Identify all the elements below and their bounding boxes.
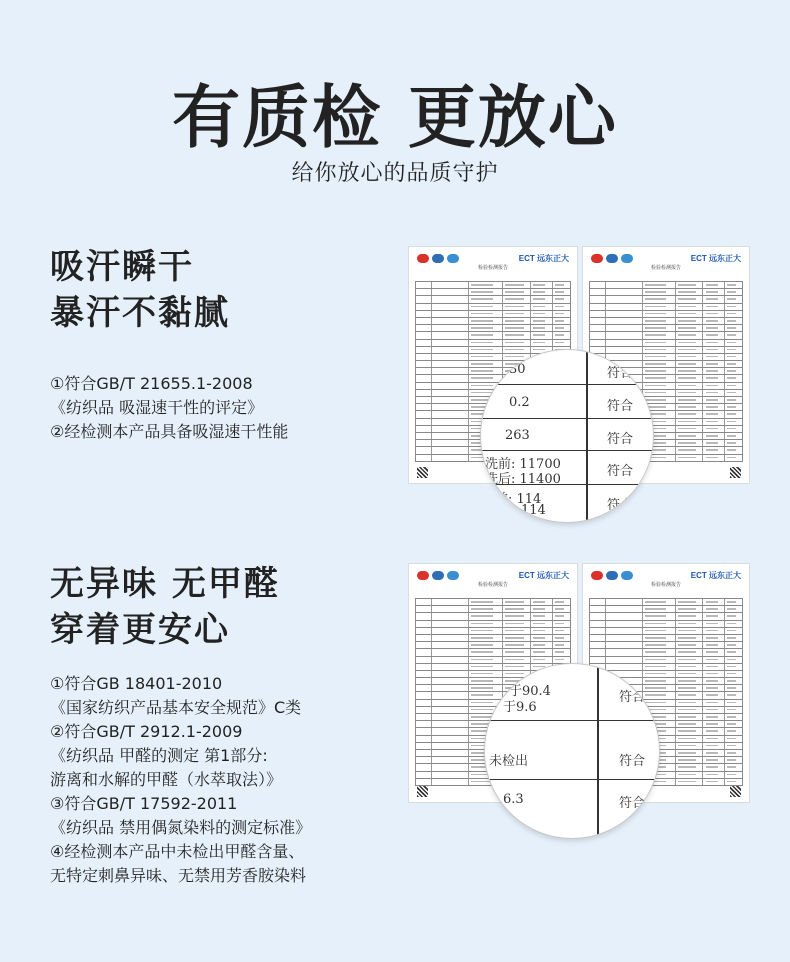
section2-point: 游离和水解的甲醛（水萃取法）》	[50, 770, 283, 789]
mag-result: 符合	[619, 796, 646, 811]
report-brand: ECT 远东正大	[518, 254, 569, 263]
cert-logo-icon	[591, 571, 603, 580]
report-table-row	[589, 281, 743, 289]
report-table-row	[415, 332, 571, 339]
report-table-row	[589, 598, 743, 606]
report-table-row	[415, 325, 571, 332]
report-title: 检验检测报告	[477, 265, 508, 271]
mag-value: 6.3	[503, 792, 524, 807]
mag-result: 符合	[607, 399, 634, 414]
section2-points	[50, 672, 311, 888]
section1-point: ①符合GB/T 21655.1-2008	[50, 374, 253, 393]
certification-logos	[591, 254, 633, 263]
mag-result: 符合	[607, 464, 634, 479]
qr-code-icon	[417, 467, 428, 478]
report-title: 检验检测报告	[477, 582, 508, 588]
report-table-row	[589, 318, 743, 325]
section2-headline-line2: 穿着更安心	[50, 610, 230, 650]
report-table-row	[589, 340, 743, 347]
report-table-row	[589, 657, 743, 664]
cert-logo-icon	[606, 254, 618, 263]
mag-result: 符合	[607, 498, 634, 513]
section2-point: ④经检测本产品中未检出甲醛含量、	[50, 842, 305, 861]
mag-result: 符合	[607, 432, 634, 447]
report-header	[409, 564, 577, 592]
section2-headline-line1: 无异味 无甲醛	[50, 564, 280, 604]
report-table-row	[415, 296, 571, 303]
section1-point: ②经检测本产品具备吸湿速干性能	[50, 422, 289, 441]
mag-row-line	[485, 779, 659, 780]
section1-headline-line2: 暴汗不黏腻	[50, 293, 230, 333]
section2-point: 《国家纺织产品基本安全规范》C类	[50, 698, 302, 717]
mag-value: 洗前: 11700	[485, 457, 561, 472]
report-table-row	[415, 657, 571, 664]
cert-logo-icon	[606, 571, 618, 580]
report-table-row	[589, 628, 743, 635]
cert-logo-icon	[417, 254, 429, 263]
qr-code-icon	[417, 786, 428, 797]
cert-logo-icon	[447, 254, 459, 263]
report-table-row	[589, 325, 743, 332]
report-table-row	[415, 311, 571, 318]
mag-value: 未检出	[489, 754, 529, 769]
report-table-row	[589, 664, 743, 671]
report-table-row	[415, 649, 571, 656]
cert-logo-icon	[621, 571, 633, 580]
section1-point: 《纺织品 吸湿速干性的评定》	[50, 398, 264, 417]
report-table-row	[589, 613, 743, 620]
report-table-row	[589, 354, 743, 361]
report-table-row	[589, 635, 743, 642]
mag-divider	[586, 350, 588, 522]
report-header	[583, 564, 749, 592]
mag-row-line	[481, 384, 653, 385]
report-table-row	[415, 281, 571, 289]
report-table-row	[589, 606, 743, 613]
mag-row-line	[485, 720, 659, 721]
report-table-row	[415, 598, 571, 606]
cert-logo-icon	[621, 254, 633, 263]
section2-point: ②符合GB/T 2912.1-2009	[50, 722, 243, 741]
qr-code-icon	[730, 467, 741, 478]
report-table-row	[589, 621, 743, 628]
mag-value: 前: 114	[495, 492, 542, 507]
mag-value: 于90.4	[509, 684, 551, 699]
qr-code-icon	[730, 786, 741, 797]
report-brand: ECT 远东正大	[690, 571, 741, 580]
report-brand: ECT 远东正大	[518, 571, 569, 580]
report-table-row	[415, 289, 571, 296]
report-table-row	[589, 649, 743, 656]
report-table-row	[415, 635, 571, 642]
magnifier-lens	[480, 349, 654, 523]
section2-point: ①符合GB 18401-2010	[50, 674, 223, 693]
section1-headline-line1: 吸汗瞬干	[50, 247, 194, 287]
cert-logo-icon	[447, 571, 459, 580]
cert-logo-icon	[432, 571, 444, 580]
mag-value: 于9.6	[503, 700, 537, 715]
report-title: 检验检测报告	[650, 582, 681, 588]
report-table-row	[415, 613, 571, 620]
section2-point: 《纺织品 禁用偶氮染料的测定标准》	[50, 818, 312, 837]
mag-value: 洗后: 11400	[485, 472, 561, 487]
report-header	[583, 247, 749, 275]
mag-result: 符合	[619, 690, 646, 705]
report-table-row	[415, 642, 571, 649]
mag-value: 30	[509, 362, 526, 377]
mag-value: 114	[521, 503, 546, 518]
report-table-row	[589, 304, 743, 311]
magnifier-lens	[484, 663, 660, 839]
report-table-row	[589, 642, 743, 649]
report-table-row	[589, 289, 743, 296]
section2-headline	[50, 561, 280, 653]
hero-subtitle: 给你放心的品质守护	[291, 161, 499, 186]
report-table-row	[415, 318, 571, 325]
report-brand: ECT 远东正大	[690, 254, 741, 263]
cert-logo-icon	[432, 254, 444, 263]
mag-result: 符合	[607, 366, 634, 381]
mag-value: 0.2	[509, 395, 530, 410]
mag-value: 263	[505, 428, 530, 443]
cert-logo-icon	[591, 254, 603, 263]
mag-divider	[597, 664, 599, 838]
report-table-row	[589, 311, 743, 318]
section1-points	[50, 372, 288, 444]
mag-result: 符合	[619, 754, 646, 769]
report-table-row	[415, 340, 571, 347]
certification-logos	[417, 254, 459, 263]
hero-title: 有质检 更放心	[172, 79, 618, 158]
section2-point: 《纺织品 甲醛的测定 第1部分:	[50, 746, 268, 765]
cert-logo-icon	[417, 571, 429, 580]
report-table-row	[415, 606, 571, 613]
certification-logos	[417, 571, 459, 580]
report-table-row	[415, 621, 571, 628]
mag-row-line	[481, 418, 653, 419]
report-table-row	[589, 296, 743, 303]
report-header	[409, 247, 577, 275]
report-table-row	[589, 332, 743, 339]
report-table-row	[589, 347, 743, 354]
section2-point: 无特定刺鼻异味、无禁用芳香胺染料	[50, 866, 307, 885]
section2-point: ③符合GB/T 17592-2011	[50, 794, 238, 813]
report-table-row	[415, 628, 571, 635]
section1-headline	[50, 244, 230, 336]
report-table-row	[415, 304, 571, 311]
certification-logos	[591, 571, 633, 580]
mag-row-line	[481, 450, 653, 451]
report-title: 检验检测报告	[650, 265, 681, 271]
